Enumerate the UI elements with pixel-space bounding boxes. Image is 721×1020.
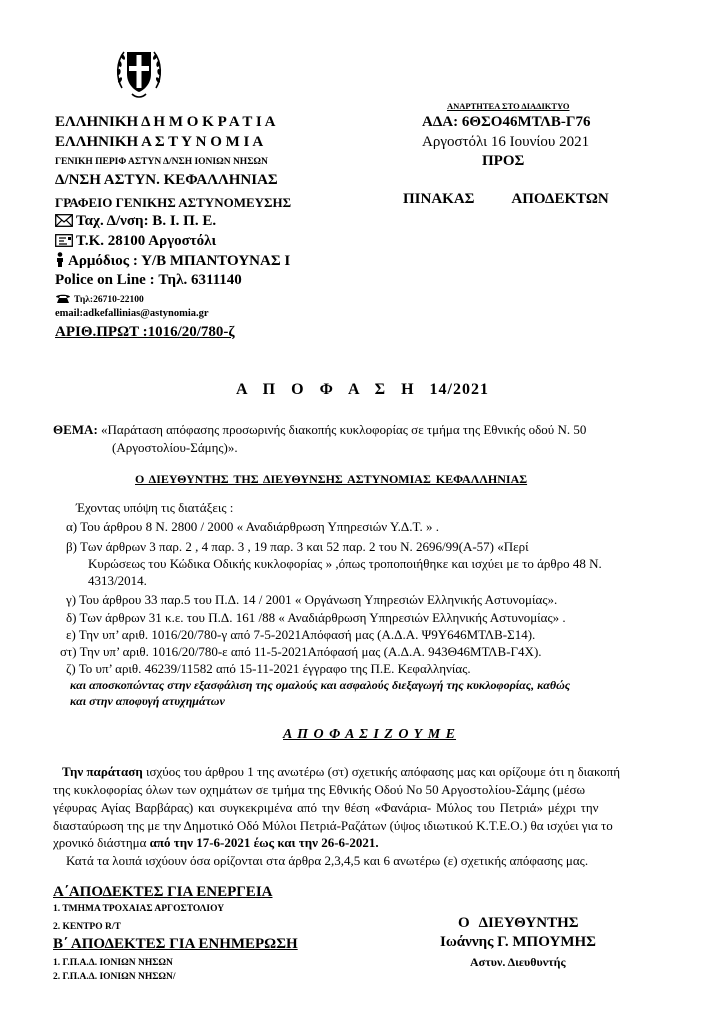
address-line [55,213,216,230]
provision-z: ζ) Το υπ’ αριθ. 46239/11582 από 15-11-2021 έγγραφο της Π.Ε. Κεφαλληνίας. [66,661,471,676]
body-line-1 [62,764,620,780]
body-paragraph-2: Κατά τα λοιπά ισχύουν όσα ορίζονται στα άρθρα 2,3,4,5 και 6 ανωτέρω (ε) σχετικής απόφασης μας. [66,853,589,868]
info-recipients-heading: Β΄ ΑΠΟΔΕΚΤΕΣ ΓΙΑ ΕΝΗΜΕΡΩΣΗ [53,936,298,952]
body-line-4: διασταύρωση της με την Δημοτικό Οδό Μύλοι Πετριά-Ραζάτων (ύψος ιδιωτικού Κ.Τ.Ε.Ο.) θα ισχύει για το [53,818,613,833]
telephone-icon [55,293,71,304]
protocol-number: ΑΡΙΘ.ΠΡΩΤ :1016/20/780-ζ [55,324,235,340]
ada-number: ΑΔΑ: 6ΘΣΟ46ΜΤΛΒ-Γ76 [422,114,591,130]
header-office: ΓΡΑΦΕΙΟ ΓΕΝΙΚΗΣ ΑΣΤΥΝΟΜΕΥΣΗΣ [55,195,292,210]
director-heading: Ο ΔΙΕΥΘΥΝΤΗΣ ΤΗΣ ΔΙΕΥΘΥΝΣΗΣ ΑΣΤΥΝΟΜΙΑΣ ΚΕΦΑΛΛΗΝΙΑΣ [135,472,528,486]
signature-title: Ο ΔΙΕΥΘΥΝΤΗΣ [458,915,579,931]
provision-c: γ) Του άρθρου 33 παρ.5 του Π.Δ. 14 / 2001 « Οργάνωση Υπηρεσιών Ελληνικής Αστυνομίας». [66,592,558,607]
signature-rank: Αστυν. Διευθυντής [470,955,566,969]
phone-line [55,293,144,305]
person-icon [55,252,65,267]
header-regional-directorate: ΓΕΝΙΚΗ ΠΕΡΙΦ ΑΣΤΥΝ Δ/ΝΣΗ ΙΟΝΙΩΝ ΝΗΣΩΝ [55,157,268,167]
body-line-3: γέφυρας Αγίας Βαρβάρας) και συγκεκριμένα από την θέση «Φανάρια- Μύλος του Πετριά» μέχρι την [53,800,599,815]
postal-line [55,233,216,250]
header-republic: ΕΛΛΗΝΙΚΗ Δ Η Μ Ο Κ Ρ Α Τ Ι Α [55,114,276,130]
action-recipient-1: 1. ΤΜΗΜΑ ΤΡΟΧΑΙΑΣ ΑΡΓΟΣΤΟΛΙΟΥ [53,904,225,914]
subject-text-1: «Παράταση απόφασης προσωρινής διακοπής κυκλοφορίας σε τμήμα της Εθνικής οδού Ν. 50 [101,422,587,437]
body-line-5 [53,835,379,851]
subject-text-2: (Αργοστολίου-Σάμης)». [112,440,238,455]
info-recipient-1: 1. Γ.Π.Α.Δ. ΙΟΝΙΩΝ ΝΗΣΩΝ [53,958,173,968]
provision-b-line-2: Κυρώσεως του Κώδικα Οδικής κυκλοφορίας » ,όπως τροποποιήθηκε και ισχύει με το άρθρο 48 Ν. [88,556,602,571]
body-text-1: ισχύος του άρθρου 1 της ανωτέρω (στ) σχετικής απόφασης μας και ορίζουμε ότι η διακοπή [142,764,621,779]
provision-b-line-3: 4313/2014. [88,573,147,588]
extension-bold-text: Την παράταση [62,764,143,779]
phone-text: Τηλ:26710-22100 [74,295,144,305]
header-directorate: Δ/ΝΣΗ ΑΣΤΥΝ. ΚΕΦΑΛΛΗΝΙΑΣ [55,172,278,188]
officer-text: Αρμόδιος : Υ/Β ΜΠΑΝΤΟΥΝΑΣ Ι [68,253,291,269]
decide-heading: Α Π Ο Φ Α Σ Ι Ζ Ο Υ Μ Ε [283,727,457,742]
subject-label: ΘΕΜΑ: [53,422,98,437]
provision-a: α) Του άρθρου 8 Ν. 2800 / 2000 « Αναδιάρθρωση Υπηρεσιών Υ.Δ.Τ. » . [66,519,440,534]
provision-st: στ) Την υπ’ αριθ. 1016/20/780-ε από 11-5-2021Απόφασή μας (Α.Δ.Α. 943Θ46ΜΤΛΒ-Γ4Χ). [60,644,542,659]
provisions-aim-2: και στην αποφυγή ατυχημάτων [70,694,225,708]
envelope-icon [55,214,73,227]
to-label: ΠΡΟΣ [482,153,525,169]
document-date: Αργοστόλι 16 Ιουνίου 2021 [422,134,590,150]
period-bold-text: από την 17-6-2021 έως και την 26-6-2021. [149,835,379,850]
postal-text: Τ.Κ. 28100 Αργοστόλι [76,233,217,249]
provision-d: δ) Των άρθρων 31 κ.ε. του Π.Δ. 161 /88 « Αναδιάρθρωση Υπηρεσιών Ελληνικής Αστυνομίας» . [66,610,566,625]
subject-line-1 [53,422,586,438]
signature-name: Ιωάννης Γ. ΜΠΟΥΜΗΣ [440,934,596,950]
header-police: ΕΛΛΗΝΙΚΗ Α Σ Τ Υ Ν Ο Μ Ι Α [55,134,264,150]
provision-e: ε) Την υπ’ αριθ. 1016/20/780-γ από 7-5-2021Απόφασή μας (Α.Δ.Α. Ψ9Υ646ΜΤΛΒ-Σ14). [66,627,536,642]
body-text-5: χρονικό διάστημα [53,835,150,850]
provisions-aim-1: και αποσκοπώντας στην εξασφάλιση της ομαλούς και ασφαλούς διεξαγωγή της κυκλοφορίας, καθώς [70,678,571,692]
decision-title: Α Π Ο Φ Α Σ Η 14/2021 [236,381,489,398]
body-line-2: της κυκλοφορίας όλων των οχημάτων σε τμήμα της Εθνικής Οδού Νο 50 Αργοστολίου-Σάμης (μέσω [53,782,586,797]
posted-online-note: ΑΝΑΡΤΗΤΕΑ ΣΤΟ ΔΙΑΔΙΚΤΥΟ [447,101,570,111]
greek-coat-of-arms-emblem [114,44,164,102]
action-recipients-heading: Α΄ΑΠΟΔΕΚΤΕΣ ΓΙΑ ΕΝΕΡΓΕΙΑ [53,884,273,900]
address-text: Ταχ. Δ/νση: Β. Ι. Π. Ε. [76,213,217,229]
email-line: email:adkefallinias@astynomia.gr [55,308,209,319]
provisions-intro: Έχοντας υπόψη τις διατάξεις : [76,500,234,515]
action-recipient-2: 2. ΚΕΝΤΡΟ R/T [53,922,121,932]
recipients-table-label: ΠΙΝΑΚΑΣ ΑΠΟΔΕΚΤΩΝ [403,191,609,207]
info-recipient-2: 2. Γ.Π.Α.Δ. ΙΟΝΙΩΝ ΝΗΣΩΝ/ [53,972,176,982]
police-online-line: Police on Line : Τηλ. 6311140 [55,272,242,288]
officer-line [55,252,290,270]
provision-b-line-1: β) Των άρθρων 3 παρ. 2 , 4 παρ. 3 , 19 παρ. 3 και 52 παρ. 2 του Ν. 2696/99(Α-57) «Περί [66,539,529,554]
mailbox-icon [55,234,73,247]
